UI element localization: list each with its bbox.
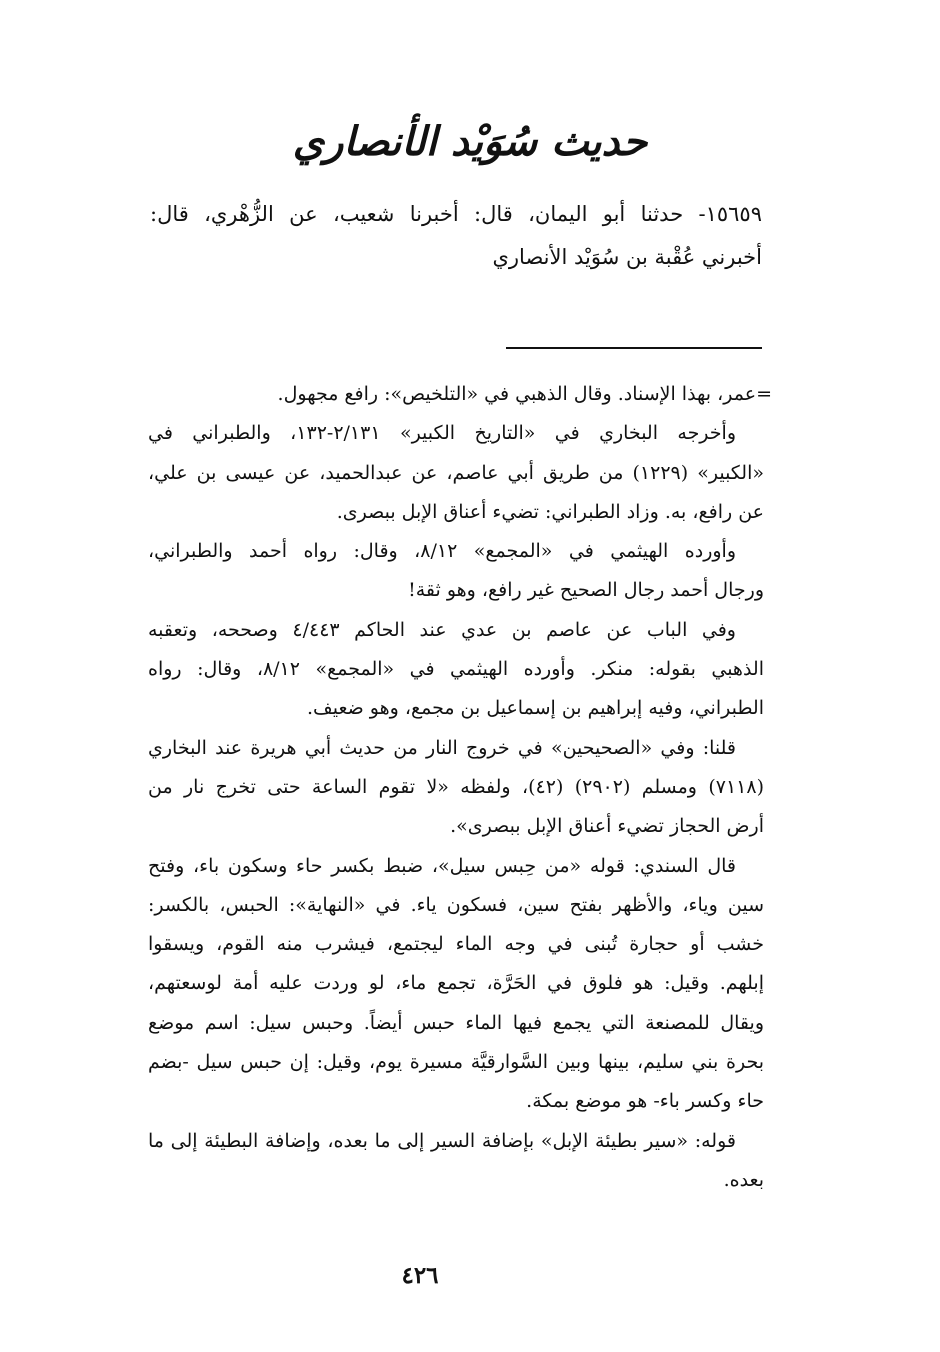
footnote-divider — [506, 347, 762, 349]
footnote-line: قال السندي: قوله «من حِبس سيل»، ضبط بكسر حاء وسكون باء، وفتح — [148, 854, 736, 877]
footnote-line: وأخرجه البخاري في «التاريخ الكبير» ٢/١٣١-١٣٢، والطبراني في — [148, 422, 736, 445]
footnote-line: =عمر، بهذا الإسناد. وقال الذهبي في «التلخيص»: رافع مجهول. — [277, 383, 772, 405]
footnote-line: الذهبي بقوله: منكر. وأورده الهيثمي في «المجمع» ٨/١٢، وقال: رواه — [148, 658, 764, 681]
footnote-line: قلنا: وفي «الصحيحين» في خروج النار من حديث أبي هريرة عند البخاري — [148, 736, 736, 759]
chapter-title: حديث سُوَيْد الأنصاري — [292, 118, 648, 165]
footnote-line: ورجال أحمد رجال الصحيح غير رافع، وهو ثقة! — [408, 579, 764, 602]
hadith-text — [150, 193, 762, 279]
footnote-line: «الكبير» (١٢٢٩) من طريق أبي عاصم، عن عبدالحميد، عن عيسى بن علي، — [148, 461, 764, 484]
footnote-line: عن رافع، به. وزاد الطبراني: تضيء أعناق الإبل ببصرى. — [336, 500, 764, 523]
footnote-line: أرض الحجاز تضيء أعناق الإبل ببصرى». — [450, 815, 764, 838]
footnote-line: سين وياء، والأظهر بفتح سين، فسكون ياء. في «النهاية»: الحبس، بالكسر: — [148, 893, 764, 916]
footnote-line: وفي الباب عن عاصم بن عدي عند الحاكم ٤/٤٤٣ وصححه، وتعقبه — [148, 618, 736, 641]
footnote-line: (٧١١٨) ومسلم (٢٩٠٢) (٤٢)، ولفظه «لا تقوم الساعة حتى تخرج نار من — [148, 775, 764, 798]
footnote-line: حاء وكسر باء- هو موضع بمكة. — [526, 1090, 764, 1113]
footnote-line: وأورده الهيثمي في «المجمع» ٨/١٢، وقال: رواه أحمد والطبراني، — [148, 540, 736, 563]
footnote-line: قوله: «سير بطيئة الإبل» بإضافة السير إلى ما بعده، وإضافة البطيئة إلى ما — [148, 1129, 736, 1152]
footnote-line: بعده. — [723, 1168, 764, 1191]
hadith-line: ١٥٦٥٩- حدثنا أبو اليمان، قال: أخبرنا شعيب، عن الزُّهْري، قال: — [150, 202, 762, 226]
footnote-line: الطبراني، وفيه إبراهيم بن إسماعيل بن مجمع، وهو ضعيف. — [307, 697, 764, 720]
footnotes — [148, 375, 772, 1200]
hadith-line: أخبرني عُقْبة بن سُوَيْد الأنصاري — [492, 245, 762, 269]
footnote-line: إبلهم. وقيل: هو فلوق في الحَرَّة، تجمع ماء، لو وردت عليه أمة لوسعتهم، — [148, 972, 764, 995]
page-number: ٤٢٦ — [401, 1262, 439, 1289]
footnote-line: بحرة بني سليم، بينها وبين السَّوارقيَّة مسيرة يوم، وقيل: إن حبس سيل -بضم — [148, 1051, 764, 1074]
footnote-line: ويقال للمصنعة التي يجمع فيها الماء حبس أيضاً. وحبس سيل: اسم موضع — [148, 1011, 764, 1034]
footnote-line: خشب أو حجارة تُبنى في وجه الماء ليجتمع، فيشرب منه القوم، ويسقوا — [148, 933, 764, 956]
